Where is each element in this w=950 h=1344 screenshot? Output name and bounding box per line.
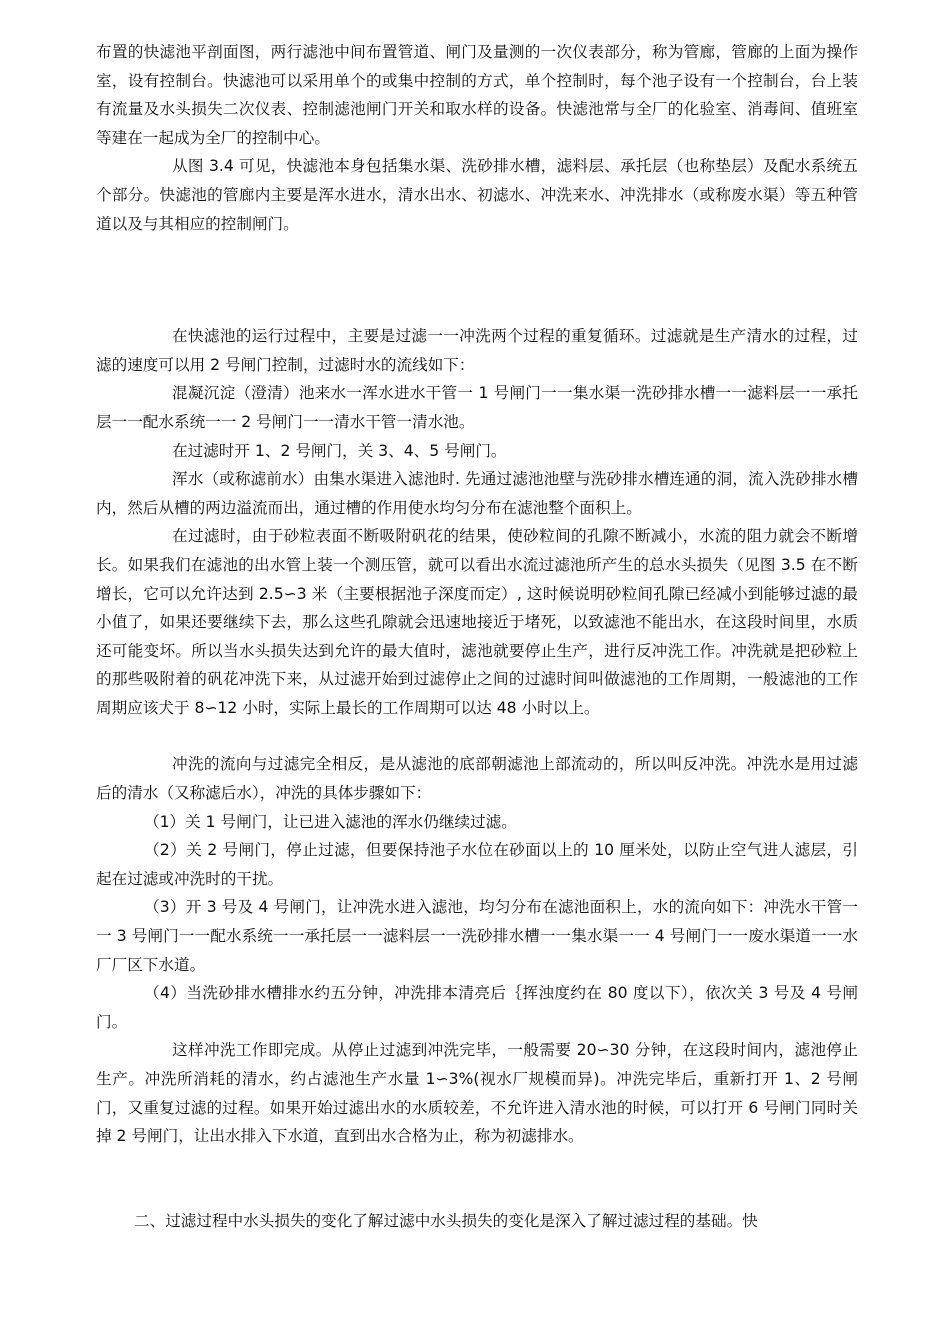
list-item-step-4: （4）当洗砂排水槽排水约五分钟，冲洗排本清亮后｛挥浊度约在 80 度以下），依次关 3 号及 4 号闸门。 [96,984,858,1031]
paragraph-filtration-flow: 混凝沉淀（澄清）池来水一浑水进水干管一 1 号闸门一一集水渠一洗砂排水槽一一滤料层一一承托层一一配水系统一一 2 号闸门一一清水干管一清水池。 [96,384,858,431]
document-page [96,38,858,1235]
paragraph-filter-components: 从图 3.4 可见，快滤池本身包括集水渠、洗砂排水槽，滤料层、承托层（也称垫层）及配水系统五个部分。快滤池的管廊内主要是浑水进水，清水出水、初滤水、冲洗来水、冲洗排水（或称废水渠）等五种管道以及与其相应的控制闸门。 [96,157,858,233]
paragraph-backwash-complete: 这样冲洗工作即完成。从停止过滤到冲洗完毕，一般需要 20∽30 分钟，在这段时间内，滤池停止生产。冲洗所消耗的清水，约占滤池生产水量 1∽3%(视水厂规模而异)。冲洗完毕后，重新打开 1、2 号闸门，又重复过滤的过程。如果开始过滤出水的水质较差，不允许进入清水池的时候，可以打开 6 号闸门同时关掉 2 号闸门，让出水排入下水道，直到出水合格为止，称为初滤排水。 [96,1041,858,1146]
paragraph-backwash-intro: 冲洗的流向与过滤完全相反，是从滤池的底部朝滤池上部流动的，所以叫反冲洗。冲洗水是用过滤后的清水（又称滤后水），冲洗的具体步骤如下： [96,755,858,803]
list-item-step-1: （1）关 1 号闸门，让已进入滤池的浑水仍继续过滤。 [144,812,517,831]
paragraph-valve-settings: 在过滤时开 1、2 号闸门，关 3、4、5 号闸门。 [172,441,507,460]
paragraph-pipe-gallery: 布置的快滤池平剖面图，两行滤池中间布置管道、闸门及量测的一次仪表部分，称为管廊，管廊的上面为操作室，设有控制台。快滤池可以采用单个的或集中控制的方式，单个控制时，每个池子设有一个控制台，台上装有流量及水头损失二次仪表、控制滤池闸门开关和取水样的设备。快滤池常与全厂的化验室、消毒间、值班室等建在一起成为全厂的控制中心。 [96,43,858,147]
blank-space [96,722,858,750]
paragraph-operation-cycle: 在快滤池的运行过程中，主要是过滤一一冲洗两个过程的重复循环。过滤就是生产清水的过程，过滤的速度可以用 2 号闸门控制，过滤时水的流线如下： [96,327,858,374]
paragraph-head-loss: 在过滤时，由于砂粒表面不断吸附矾花的结果，使砂粒间的孔隙不断减小，水流的阻力就会不断增长。如果我们在滤池的出水管上装一个测压管，就可以看出水流过滤池所产生的总水头损失（见图 3.5 在不断增长，它可以允许达到 2.5∽3 米（主要根据池子深度而定）, 这时候说明砂粒间孔隙已经减小到能够过滤的最小值了，如果还要继续下去，那么这些孔隙就会迅速地接近于堵死，以致滤池不能出水，在这段时间里，水质还可能变坏。所以当水头损失达到允许的最大值时，滤池就要停止生产，进行反冲洗工作。冲洗就是把砂粒上的那些吸附着的矾花冲洗下来，从过滤开始到过滤停止之间的过滤时间叫做滤池的工作周期，一般滤池的工作周期应该犬于 8∽12 小时，实际上最长的工作周期可以达 48 小时以上。 [96,527,858,717]
blank-space [96,238,858,322]
list-item-step-2: （2）关 2 号闸门，停止过滤，但要保持池子水位在砂面以上的 10 厘米处，以防止空气进人滤层，引起在过滤或冲洗时的干扰。 [96,841,858,888]
paragraph-raw-water-entry: 浑水（或称滤前水）由集水渠进入滤池时. 先通过滤池池壁与洗砂排水槽连通的洞，流入洗砂排水槽内，然后从槽的两边溢流而出，通过槽的作用使水均匀分布在滤池整个面积上。 [96,470,858,517]
section-heading-head-loss: 二、过滤过程中水头损失的变化了解过滤中水头损失的变化是深入了解过滤过程的基础。快 [134,1211,758,1230]
list-item-step-3: （3）开 3 号及 4 号闸门，让冲洗水进入滤池，均匀分布在滤池面积上，水的流向如下：冲洗水干管一一 3 号闸门一一配水系统一一承托层一一滤料层一一洗砂排水槽一一集水渠一一 4 号闸门一一废水渠道一一水厂厂区下水道。 [96,898,858,974]
blank-space [96,1151,858,1207]
